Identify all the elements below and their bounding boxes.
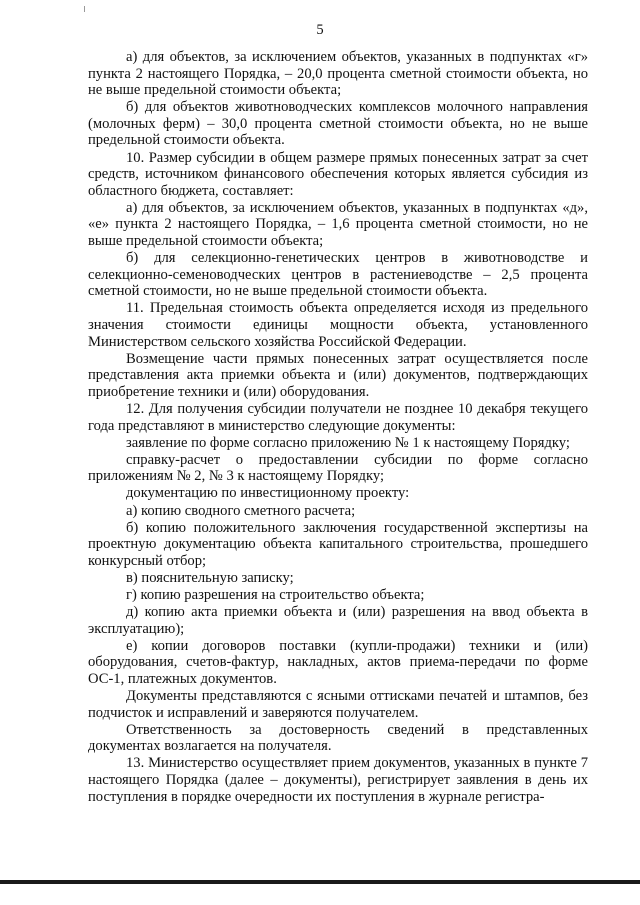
document-body bbox=[88, 49, 588, 806]
list-item-b: б) копию положительного заключения государственной экспертизы на проектную документацию объекта капитального строительства, прошедшего конкурсный отбор; bbox=[88, 519, 588, 569]
scan-speck bbox=[84, 6, 85, 12]
page-number: 5 bbox=[316, 22, 324, 38]
paragraph-10a: а) для объектов, за исключением объектов, указанных в подпунктах «д», «е» пункта 2 настоящего Порядка, – 1,6 процента сметной стоимости, но не выше предельной стоимости объекта; bbox=[88, 199, 588, 250]
paragraph-12: 12. Для получения субсидии получатели не позднее 10 декабря текущего года представляют в министерство следующие документы: bbox=[88, 400, 588, 434]
paragraph-10b: б) для селекционно-генетических центров в животноводстве и селекционно-семеноводческих центров в растениеводстве – 2,5 процента сметной стоимости, но не выше предельной стоимости объекта. bbox=[88, 250, 588, 300]
paragraph-9a: а) для объектов, за исключением объектов, указанных в подпунктах «г» пункта 2 настоящего Порядка, – 20,0 процента сметной стоимости объекта, но не выше предельной стоимости объекта; bbox=[88, 49, 588, 99]
list-item-a: а) копию сводного сметного расчета; bbox=[126, 502, 356, 519]
paragraph-11: 11. Предельная стоимость объекта определяется исходя из предельного значения стоимости единицы мощности объекта, установленного Министерством сельского хозяйства Российской Федерации. bbox=[88, 300, 588, 350]
paragraph-9b: б) для объектов животноводческих комплексов молочного направления (молочных ферм) – 30,0 процента сметной стоимости объекта, но не выше предельной стоимости объекта. bbox=[88, 99, 588, 149]
list-item-g: г) копию разрешения на строительство объекта; bbox=[126, 587, 425, 603]
bottom-border-line bbox=[0, 880, 640, 884]
paragraph-10: 10. Размер субсидии в общем размере прямых понесенных затрат за счет средств, источником финансового обеспечения которых является субсидия из областного бюджета, составляет: bbox=[88, 149, 588, 199]
list-item-d: д) копию акта приемки объекта и (или) разрешения на ввод объекта в эксплуатацию); bbox=[88, 604, 588, 637]
paragraph-reimbursement: Возмещение части прямых понесенных затрат осуществляется после представления акта приемки объекта и (или) документов, подтверждающих приобретение техники и (или) оборудования. bbox=[88, 350, 588, 400]
paragraph-responsibility: Ответственность за достоверность сведений в представленных документах возлагается на получателя. bbox=[88, 721, 588, 755]
paragraph-seals: Документы представляются с ясными оттисками печатей и штампов, без подчисток и исправлений и заверяются получателем. bbox=[88, 688, 588, 721]
list-item-calculation: справку-расчет о предоставлении субсидии по форме согласно приложениям № 2, № 3 к настоящему Порядку; bbox=[88, 451, 588, 485]
list-item-v: в) пояснительную записку; bbox=[126, 569, 294, 586]
list-item-application: заявление по форме согласно приложению № 1 к настоящему Порядку; bbox=[126, 434, 570, 451]
paragraph-13: 13. Министерство осуществляет прием документов, указанных в пункте 7 настоящего Порядка (далее – документы), регистрирует заявления в день их поступления в порядке очередности их поступления в журнале регистра- bbox=[88, 755, 588, 805]
list-item-documentation: документацию по инвестиционному проекту: bbox=[126, 485, 410, 502]
list-item-e: е) копии договоров поставки (купли-продажи) техники и (или) оборудования, счетов-фактур, накладных, актов приема-передачи по форме ОС-1, платежных документов. bbox=[88, 637, 588, 687]
